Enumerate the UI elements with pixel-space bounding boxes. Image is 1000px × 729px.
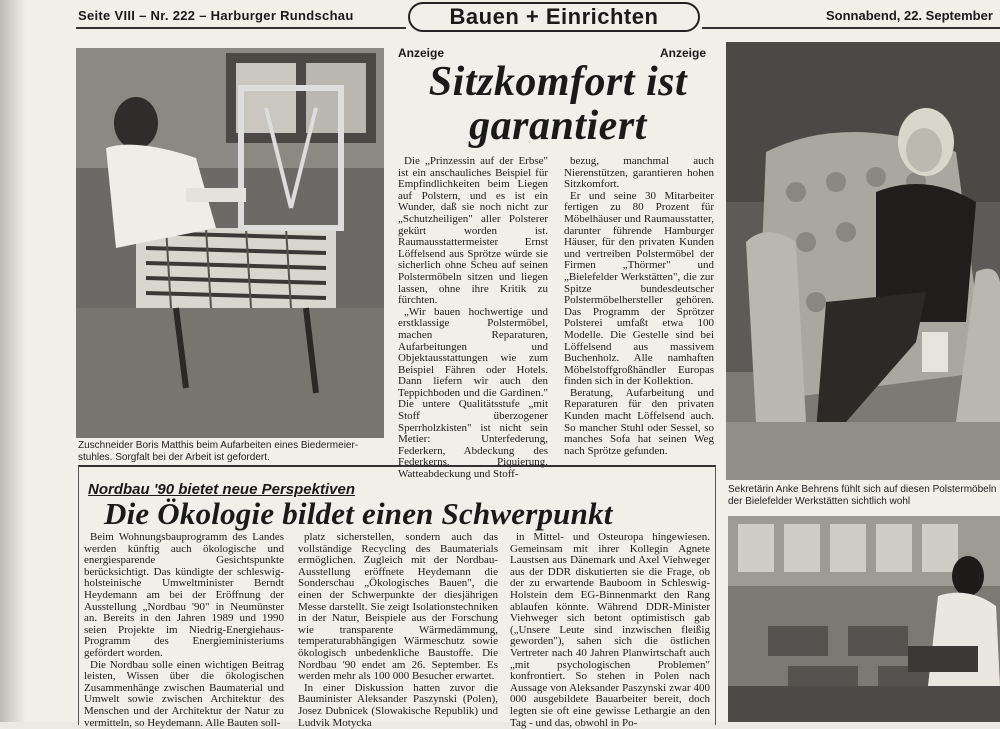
photo-secretary-image [726,42,1000,480]
article-sitzkomfort-col2 [564,156,714,460]
paragraph: Er und seine 30 Mitarbeiter fertigen zu 80 Prozent für Möbelhäuser und Raumausstatter, darunter führende Hamburger Häuser, für den privaten Kunden und vertreiben Polstermöbel der Firmen „Thörmer" und „Bielefelder Werkstätten", die zur Spitze bundesdeutscher Polstermöbelhersteller gehören. Das Programm der Sprötzer Polsterei umfaßt etwa 100 Modelle. Die Gestelle sind bei Löffelsend aus massivem Buchenholz. Alle namhaften Möbelstoffgroßhändler Europas finden sich in der Kollektion. [564,189,714,388]
ad-label-left: Anzeige [398,46,445,60]
header-rule-right [702,27,1000,29]
scan-edge [0,0,26,722]
paragraph: Beim Wohnungsbauprogramm des Landes werden künftig auch ökologische und energiesparende Gesichtspunkte berücksichtigt. Das kündigte der schleswig-holsteinische Umweltminister Berndt Heydemann am bei der Eröffnung der Ausstellung „Nordbau '90" in Neumünster an. Bereits in den Jahren 1989 und 1990 seien Projekte im Niedrig-Energiehaus-Programm des Energieministeriums gefördert worden. [84,531,284,659]
paragraph: Die „Prinzessin auf der Erbse" ist ein anschauliches Beispiel für Empfindlichkeiten beim Liegen auf Polstern, und es ist ein Wunder, daß sie noch nicht zur „Schutzheiligen" aller Polsterer gekürt worden ist. Raumausstattermeister Ernst Löffelsend aus Sprötze würde sie sicherlich ohne Scheu auf seinen Polstermöbeln sitzen und liegen lassen, ohne ihre Kritik zu fürchten. [398,155,548,307]
article-nordbau-col1 [84,531,284,729]
article-nordbau-col3 [510,531,710,729]
photo-upholsterer [76,48,384,438]
paragraph: bezug, manchmal auch Nierenstützen, garantieren hohen Sitzkomfort. [564,155,714,191]
photo-upholsterer-image [76,48,384,438]
page-header-left: Seite VIII – Nr. 222 – Harburger Rundschau [78,8,354,23]
kicker-nordbau: Nordbau '90 bietet neue Perspektiven [88,481,355,498]
caption-secretary: Sekretärin Anke Behrens fühlt sich auf diesen Polstermöbeln der Bielefelder Werkstätten sichtlich wohl [728,484,997,507]
caption-upholsterer: Zuschneider Boris Matthis beim Aufarbeiten eines Biedermeier-stuhles. Sorgfalt bei der Arbeit ist gefordert. [78,440,359,463]
paragraph: In einer Diskussion hatten zuvor die Bauminister Aleksander Paszynski (Polen), Josez Dubnicek (Slowakische Republik) und Ludvik Motycka [298,681,498,729]
photo-secretary [726,42,1000,480]
ad-label-right: Anzeige [660,46,707,60]
paragraph: „Wir bauen hochwertige und erstklassige Polstermöbel, machen Reparaturen, Aufarbeitungen und Objektausstattungen wie zum Beispiel Fähren oder Hotels. Dann liefern wir auch den Teppichboden und die Gardinen." Die untere Qualitätsstufe „mit Stoff überzogener Sperrholzkisten" ist nicht sein Metier: Unterfederung, Federkern, Abdeckung des Federkerns, Piquierung, Watteabdeckung und Stoff- [398,305,548,481]
article-nordbau-col2 [298,531,498,729]
paragraph: Die Nordbau solle einen wichtigen Beitrag leisten, Wissen über die ökologischen Zusammenhänge zwischen Baumaterial und Umwelt sowie zwischen Architektur des Menschen und der Architektur der Natur zu vermitteln, so Heydemann. Alle Bauten soll- [84,658,284,729]
article-sitzkomfort-col1 [398,155,548,481]
photo-workshop-image [728,516,1000,722]
paragraph: Beratung, Aufarbeitung und Reparaturen für den privaten Kunden macht Löffelsend auch. So mancher Stuhl oder Sessel, so manches Sofa hat seinen Weg nach Sprötze gefunden. [564,386,714,457]
headline-oekologie: Die Ökologie bildet einen Schwerpunkt [104,496,613,531]
paragraph: in Mittel- und Osteuropa hingewiesen. Gemeinsam mit ihrer Kollegin Agnete Laustsen aus Dänemark und Axel Viehweger aus der DDR diskutierten sie die Frage, ob der zu erwartende Bauboom in Schleswig-Holstein dem EG-Binnenmarkt den Rang ablaufen könnte. Während DDR-Minister Viehweger sich betont optimistisch gab („Unsere Leute sind inzwischen fleißig geworden"), sahen sich die östlichen Vertreter nach 40 Jahren Planwirtschaft auch „mit psychologischen Problemen" konfrontiert. So stehen in Polen nach Aussage von Aleksander Paszynski zwar 400 000 ausgebildete Bauarbeiter bereit, doch legten sie oft eine gewisse Lethargie an den Tag - und das, obwohl in Po- [510,531,710,729]
headline-sitzkomfort: Sitzkomfort ist garantiert [428,59,688,149]
photo-workshop [728,516,1000,722]
section-title: Bauen + Einrichten [408,2,700,32]
page-header-date: Sonnabend, 22. September [826,8,993,23]
header-rule [76,27,406,29]
paragraph: platz sicherstellen, sondern auch das vollständige Recycling des Baumaterials ermöglichen. Zugleich mit der Nordbau-Ausstellung eröffnete Heydemann die Sonderschau „Ökologisches Bauen", die einen der Schwerpunkte der diesjährigen Messe darstellt. Sie zeigt Isolationstechniken in der Natur, Beispiele aus der Forschung wie transparente Wärmedämmung, temperaturabhängigen Wärmeschutz sowie ökologisch unbedenkliche Baustoffe. Die Nordbau '90 endet am 26. September. Es werden mehr als 100 000 Besucher erwartet. [298,531,498,683]
